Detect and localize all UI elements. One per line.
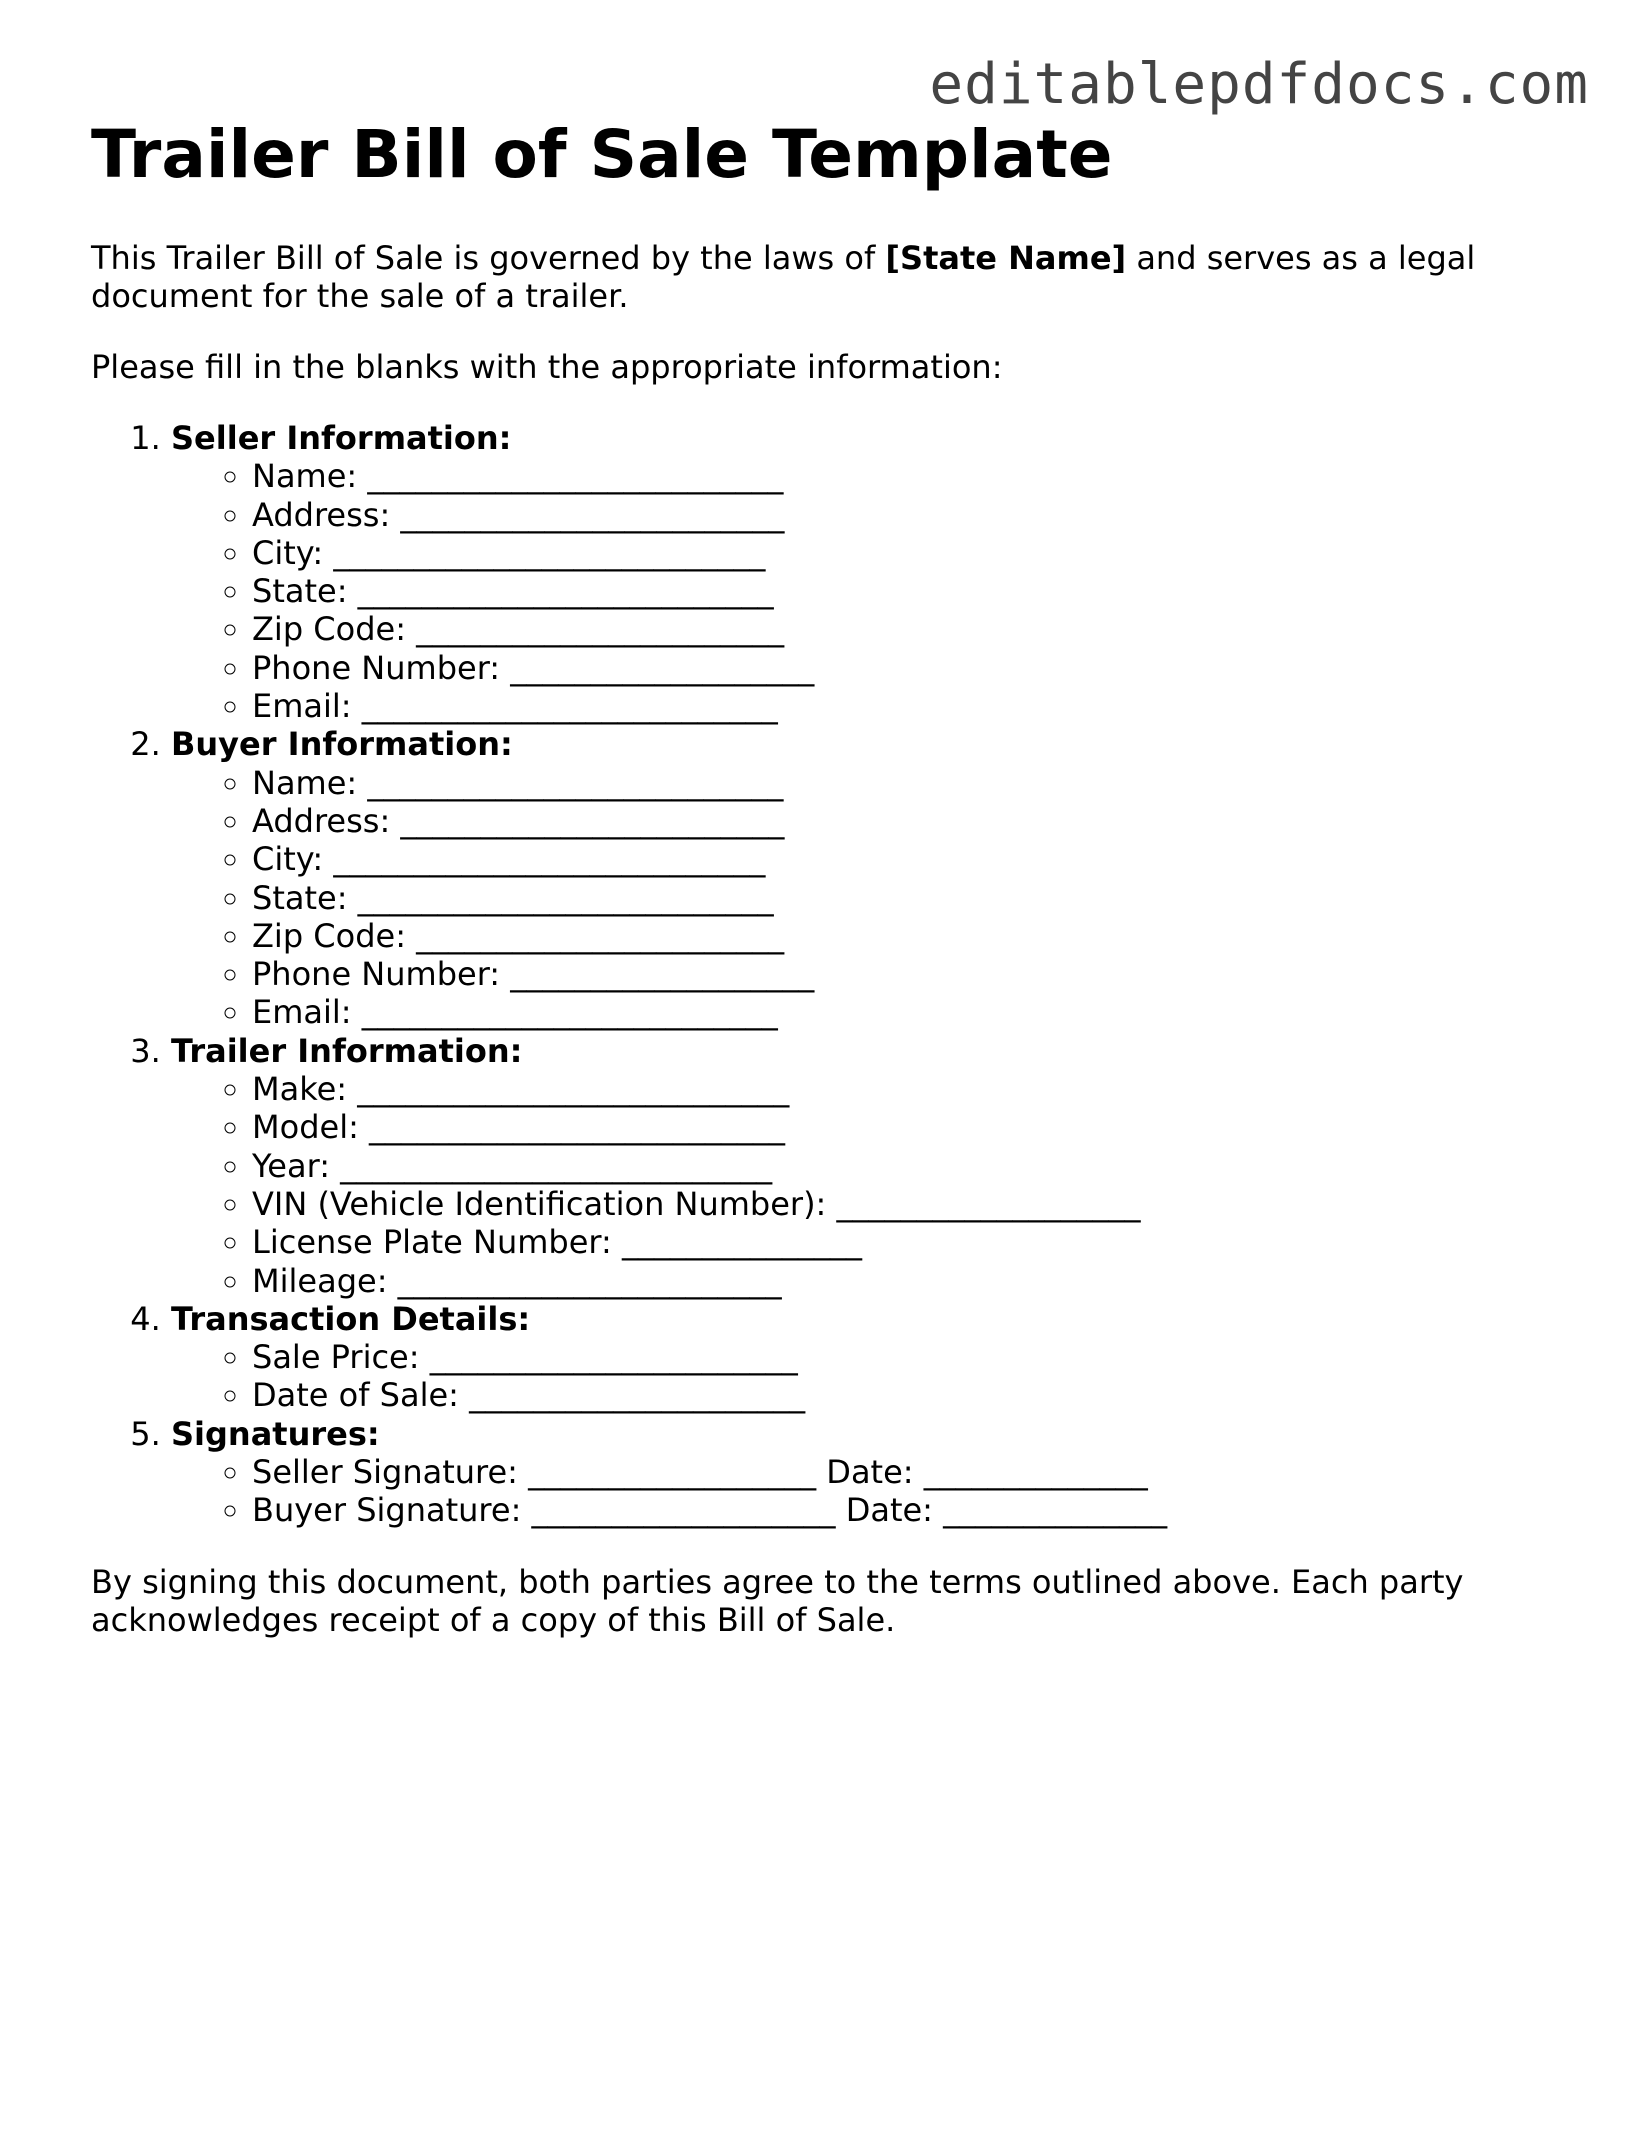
instruction-text: Please fill in the blanks with the appropriate information:	[91, 348, 1003, 386]
section-transaction-details	[171, 1300, 1571, 1415]
section-title: Trailer Information:	[171, 1031, 523, 1070]
trailer-vin-field[interactable]: ◦ VIN (Vehicle Identification Number): ___________________	[252, 1185, 1571, 1223]
buyer-state-field[interactable]: ◦ State: __________________________	[252, 879, 1571, 917]
sale-price-field[interactable]: ◦ Sale Price: _______________________	[252, 1338, 1571, 1376]
document-title: Trailer Bill of Sale Template	[91, 116, 1113, 193]
field-list	[171, 1070, 1571, 1300]
field-list	[171, 764, 1571, 1032]
trailer-license-plate-field[interactable]: ◦ License Plate Number: _______________	[252, 1223, 1571, 1261]
section-title: Buyer Information:	[171, 725, 513, 764]
buyer-signature-field[interactable]: ◦ Buyer Signature: ___________________ Date: ______________	[252, 1491, 1571, 1529]
seller-zip-field[interactable]: ◦ Zip Code: _______________________	[252, 610, 1571, 648]
section-buyer-information	[171, 725, 1571, 1031]
seller-address-field[interactable]: ◦ Address: ________________________	[252, 496, 1571, 534]
buyer-phone-field[interactable]: ◦ Phone Number: ___________________	[252, 955, 1571, 993]
trailer-model-field[interactable]: ◦ Model: __________________________	[252, 1108, 1571, 1146]
buyer-zip-field[interactable]: ◦ Zip Code: _______________________	[252, 917, 1571, 955]
trailer-year-field[interactable]: ◦ Year: ___________________________	[252, 1147, 1571, 1185]
field-list	[171, 1338, 1571, 1415]
seller-name-field[interactable]: ◦ Name: __________________________	[252, 457, 1571, 495]
intro-text-after: and serves as a legal document for the sale of a trailer.	[91, 239, 1476, 315]
seller-phone-field[interactable]: ◦ Phone Number: ___________________	[252, 649, 1571, 687]
buyer-address-field[interactable]: ◦ Address: ________________________	[252, 802, 1571, 840]
section-title: Signatures:	[171, 1414, 380, 1453]
section-title: Seller Information:	[171, 419, 512, 457]
intro-text-before: This Trailer Bill of Sale is governed by the laws of	[91, 239, 886, 277]
date-of-sale-field[interactable]: ◦ Date of Sale: _____________________	[252, 1376, 1571, 1414]
buyer-name-field[interactable]: ◦ Name: __________________________	[252, 764, 1571, 802]
watermark: editablepdfdocs.com	[929, 52, 1589, 117]
section-trailer-information	[171, 1032, 1571, 1300]
buyer-email-field[interactable]: ◦ Email: __________________________	[252, 993, 1571, 1031]
field-list	[171, 457, 1571, 725]
section-signatures	[171, 1415, 1571, 1530]
seller-signature-field[interactable]: ◦ Seller Signature: __________________ Date: ______________	[252, 1453, 1571, 1491]
trailer-mileage-field[interactable]: ◦ Mileage: ________________________	[252, 1262, 1571, 1300]
buyer-city-field[interactable]: ◦ City: ___________________________	[252, 840, 1571, 878]
seller-email-field[interactable]: ◦ Email: __________________________	[252, 687, 1571, 725]
state-name-placeholder: [State Name]	[885, 239, 1127, 277]
seller-state-field[interactable]: ◦ State: __________________________	[252, 572, 1571, 610]
section-seller-information	[171, 419, 1571, 725]
document-page	[91, 115, 1571, 1639]
closing-paragraph: By signing this document, both parties agree to the terms outlined above. Each party acknowledges receipt of a copy of this Bill of Sale.	[91, 1562, 1464, 1639]
trailer-make-field[interactable]: ◦ Make: ___________________________	[252, 1070, 1571, 1108]
section-title: Transaction Details:	[171, 1299, 531, 1338]
sections-list	[91, 419, 1571, 1530]
field-list	[171, 1453, 1571, 1530]
seller-city-field[interactable]: ◦ City: ___________________________	[252, 534, 1571, 572]
intro-paragraph	[91, 239, 1571, 315]
